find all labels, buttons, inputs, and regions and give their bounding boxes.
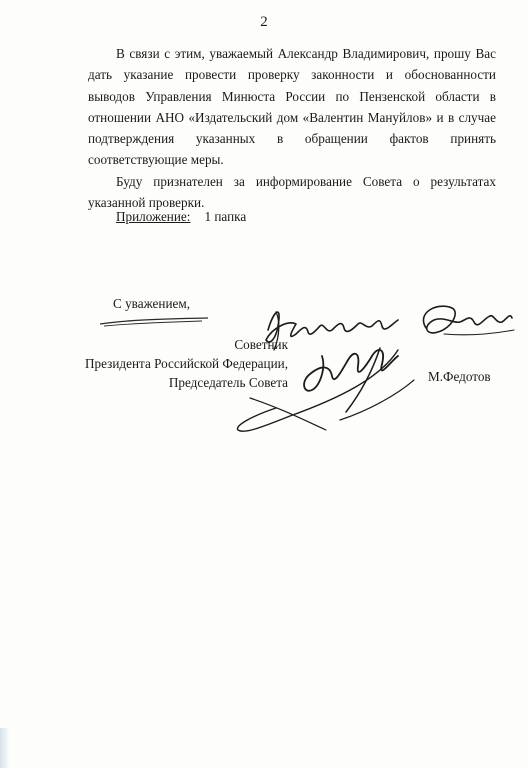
position-line-president: Президента Российской Федерации, <box>85 356 288 371</box>
regards-underline-stroke <box>98 314 210 328</box>
attachment-label: Приложение: <box>116 209 191 224</box>
position-line-chairman: Председатель Совета <box>168 375 288 390</box>
position-line-advisor: Советник <box>234 337 288 352</box>
page-number: 2 <box>260 14 268 30</box>
attachment-value: 1 папка <box>204 209 247 224</box>
paragraph-gratitude: Буду признателен за информирование Совета о результатах указанной проверки. <box>88 173 496 211</box>
signer-name: М.Федотов <box>428 369 491 384</box>
attachment-line <box>116 209 246 225</box>
letter-body <box>88 43 496 213</box>
paragraph-request: В связи с этим, уважаемый Александр Владимирович, прошу Вас дать указание провести проверку законности и обоснованности выводов Управления Минюста России по Пензенской области в отношении АНО «Издательский дом «Валентин Мануйлов» и в случае подтверждения указанных в обращении фактов принять соответствующие меры. <box>88 46 496 168</box>
scan-edge-shadow <box>0 728 10 768</box>
closing-regards: С уважением, <box>113 296 190 311</box>
handwritten-signature <box>230 290 520 440</box>
